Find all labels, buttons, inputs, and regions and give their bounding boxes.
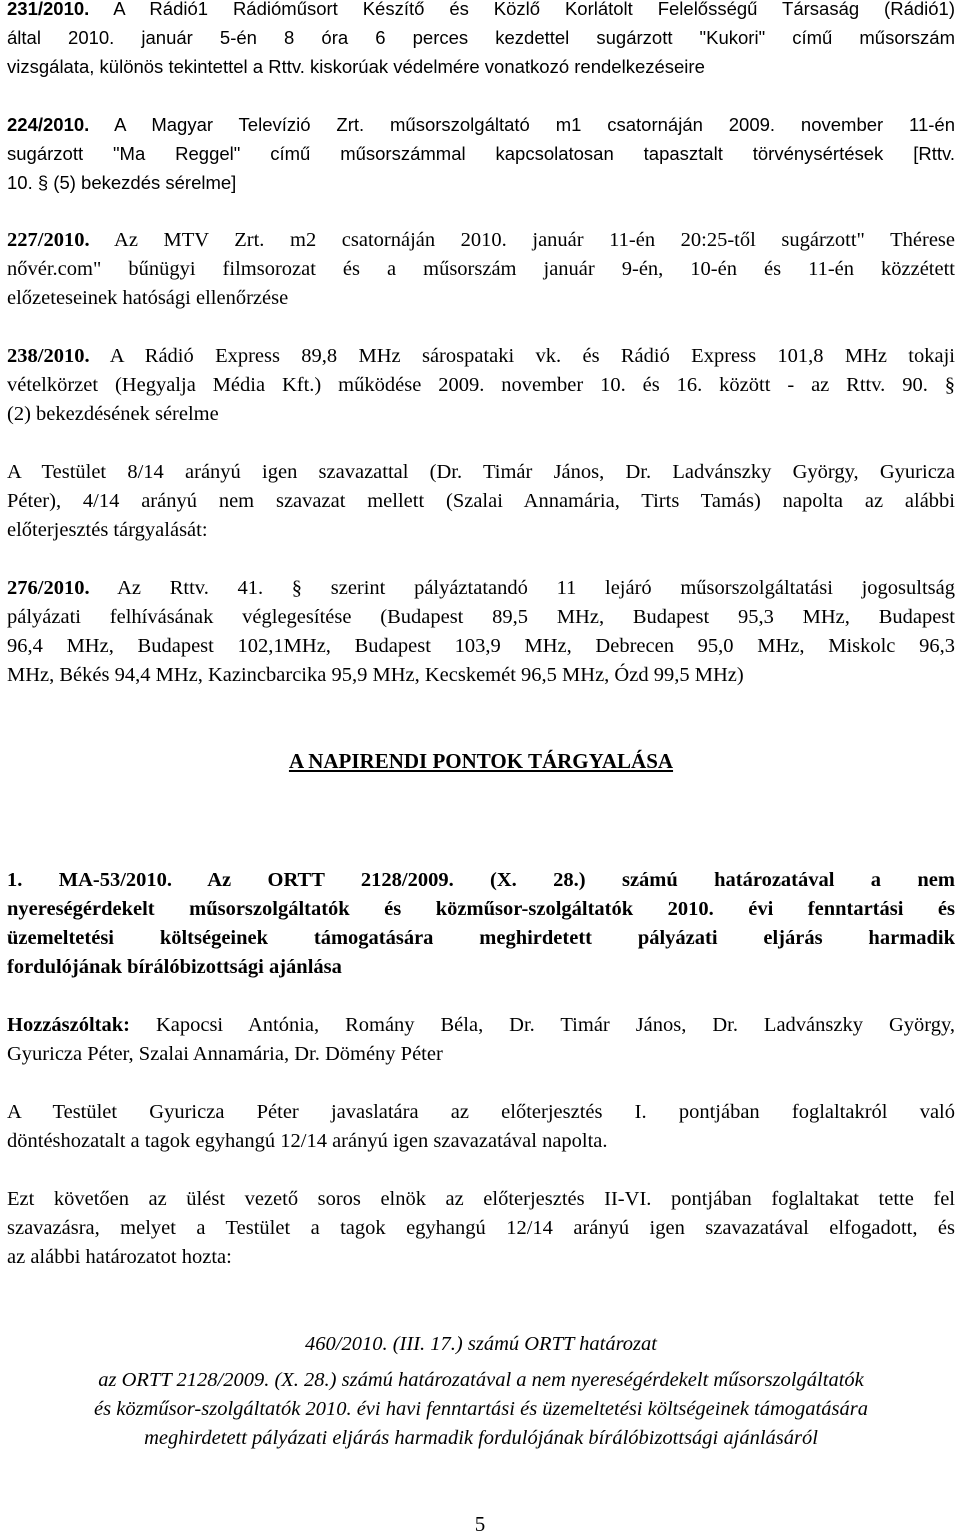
item-line: MHz, Békés 94,4 MHz, Kazincbarcika 95,9 MHz, Kecskemét 96,5 MHz, Ózd 99,5 MHz) [7, 664, 744, 686]
item-line: 238/2010. A Rádió Express 89,8 MHz sárospataki vk. és Rádió Express 101,8 MHz tokaji [7, 345, 955, 367]
item-number: 276/2010. [7, 577, 90, 599]
agenda-line: nyereségérdekelt műsorszolgáltatók és közműsor-szolgáltatók 2010. évi fenntartási és [7, 898, 955, 920]
agenda-item-238 [7, 342, 955, 429]
paragraph-line: szavazásra, melyet a Testület a tagok egyhangú 12/14 arányú igen szavazatával elfogadott, és [7, 1217, 955, 1239]
speakers-label: Hozzászóltak: [7, 1014, 130, 1036]
paragraph-line: az alábbi határozatot hozta: [7, 1246, 232, 1268]
resolution-block [7, 1330, 955, 1453]
paragraph-line: A Testület 8/14 arányú igen szavazattal (Dr. Timár János, Dr. Ladvánszky György, Gyuricza [7, 461, 955, 483]
agenda-item-227 [7, 226, 955, 313]
speakers-paragraph [7, 1011, 955, 1069]
item-line: sugárzott "Ma Reggel" című műsorszámmal kapcsolatosan tapasztalt törvénysértések [Rttv. [7, 143, 955, 164]
paragraph-line: Ezt követően az ülést vezető soros elnök az előterjesztés II-VI. pontjában foglaltakat tette fel [7, 1188, 955, 1210]
paragraph-line: Hozzászóltak: Kapocsi Antónia, Romány Béla, Dr. Timár János, Dr. Ladvánszky György, [7, 1014, 955, 1036]
agenda-item-224 [7, 110, 955, 197]
agenda-item-276 [7, 574, 955, 690]
paragraph-line: előterjesztés tárgyalását: [7, 519, 208, 541]
item-number: 231/2010. [7, 0, 90, 19]
resolution-title: 460/2010. (III. 17.) számú ORTT határozat [305, 1333, 657, 1355]
item-line: 227/2010. Az MTV Zrt. m2 csatornáján 2010. január 11-én 20:25-től sugárzott" Thérese [7, 229, 955, 251]
item-number: 224/2010. [7, 114, 90, 135]
item-line: vizsgálata, különös tekintettel a Rttv. kiskorúak védelmére vonatkozó rendelkezéseire [7, 56, 705, 77]
item-line: által 2010. január 5-én 8 óra 6 perces kezdettel sugárzott "Kukori" című műsorszám [7, 27, 955, 48]
item-line: pályázati felhívásának véglegesítése (Budapest 89,5 MHz, Budapest 95,3 MHz, Budapest [7, 606, 955, 628]
paragraph-line: Gyuricza Péter, Szalai Annamária, Dr. Dömény Péter [7, 1043, 443, 1065]
vote-paragraph [7, 458, 955, 545]
item-line: nővér.com" bűnügyi filmsorozat és a műsorszám január 9-én, 10-én és 11-én közzétett [7, 258, 955, 280]
resolution-line: és közműsor-szolgáltatók 2010. évi havi fenntartási és üzemeltetési költségeinek támogatására [94, 1398, 868, 1420]
paragraph-line: döntéshozatalt a tagok egyhangú 12/14 arányú igen szavazatával napolta. [7, 1130, 608, 1152]
resolution-line: meghirdetett pályázati eljárás harmadik fordulójának bírálóbizottsági ajánlásáról [144, 1427, 818, 1449]
item-line: 231/2010. A Rádió1 Rádióműsort Készítő és Közlő Korlátolt Felelősségű Társaság (Rádió1) [7, 0, 955, 19]
paragraph-line: Péter), 4/14 arányú nem szavazat mellett (Szalai Annamária, Tirts Tamás) napolta az alábbi [7, 490, 955, 512]
item-line: 96,4 MHz, Budapest 102,1MHz, Budapest 103,9 MHz, Debrecen 95,0 MHz, Miskolc 96,3 [7, 635, 955, 657]
paragraph-line: A Testület Gyuricza Péter javaslatára az előterjesztés I. pontjában foglaltakról való [7, 1101, 955, 1123]
agenda-line: 1. MA-53/2010. Az ORTT 2128/2009. (X. 28.) számú határozatával a nem [7, 869, 955, 891]
item-line: (2) bekezdésének sérelme [7, 403, 219, 425]
section-heading: A NAPIRENDI PONTOK TÁRGYALÁSA [288, 749, 674, 773]
resolution-line: az ORTT 2128/2009. (X. 28.) számú határozatával a nem nyereségérdekelt műsorszolgáltatók [98, 1369, 864, 1391]
agenda-line: üzemeltetési költségeinek támogatására meghirdetett pályázati eljárás harmadik [7, 927, 955, 949]
agenda-point-1 [7, 866, 955, 982]
page-number: 5 [474, 1512, 486, 1536]
decision-paragraph-2 [7, 1185, 955, 1272]
item-number: 227/2010. [7, 229, 90, 251]
agenda-item-231 [7, 0, 955, 81]
agenda-line: fordulójának bírálóbizottsági ajánlása [7, 956, 342, 978]
item-line: 10. § (5) bekezdés sérelme] [7, 172, 237, 193]
item-line: 276/2010. Az Rttv. 41. § szerint pályáztatandó 11 lejáró műsorszolgáltatási jogosultság [7, 577, 955, 599]
item-line: előzeteseinek hatósági ellenőrzése [7, 287, 289, 309]
item-line: vételkörzet (Hegyalja Média Kft.) működése 2009. november 10. és 16. között - az Rttv. 90. § [7, 374, 955, 396]
decision-paragraph-1 [7, 1098, 955, 1156]
item-line: 224/2010. A Magyar Televízió Zrt. műsorszolgáltató m1 csatornáján 2009. november 11-én [7, 114, 955, 135]
item-number: 238/2010. [7, 345, 90, 367]
